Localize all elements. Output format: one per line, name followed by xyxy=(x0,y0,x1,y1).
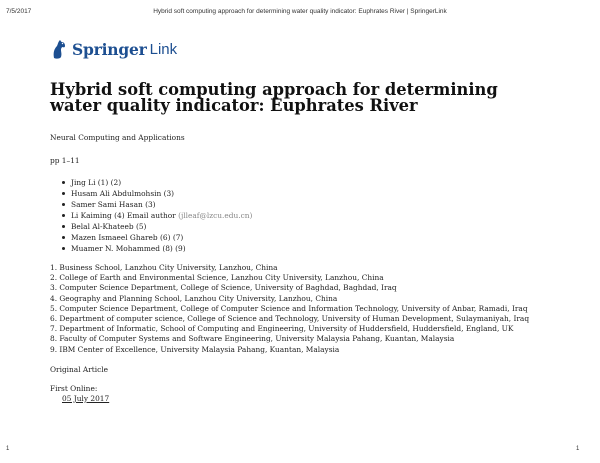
print-page-title: Hybrid soft computing approach for determining water quality indicator: Euphrates River | SpringerLink xyxy=(153,8,447,15)
author-item[interactable]: Samer Sami Hasan (3) xyxy=(62,199,550,210)
affiliation-list xyxy=(50,263,550,355)
author-email-link[interactable]: (jlleaf@lzcu.edu.cn) xyxy=(178,211,253,220)
article-type: Original Article xyxy=(50,364,109,374)
author-item[interactable]: Li Kaiming (4) Email author (jlleaf@lzcu.edu.cn) xyxy=(62,210,550,221)
author-item[interactable]: Husam Ali Abdulmohsin (3) xyxy=(62,188,550,199)
logo-suffix: Link xyxy=(149,40,178,58)
first-online-label: First Online: xyxy=(50,383,98,393)
affiliation-item: 7. Department of Informatic, School of Computing and Engineering, University of Huddersfield, Huddersfield, England, UK xyxy=(50,324,514,334)
author-item[interactable]: Mazen Ismaeel Ghareb (6) (7) xyxy=(62,232,550,243)
author-item[interactable]: Jing Li (1) (2) xyxy=(62,177,550,188)
article-content xyxy=(50,82,550,404)
affiliation-item: 3. Computer Science Department, College of Science, University of Baghdad, Baghdad, Iraq xyxy=(50,283,397,293)
affiliation-item: 9. IBM Center of Excellence, University Malaysia Pahang, Kuantan, Malaysia xyxy=(50,344,340,354)
article-title-line-2: water quality indicator: Euphrates River xyxy=(50,96,418,115)
page-number-left: 1 xyxy=(6,446,10,452)
affiliation-item: 4. Geography and Planning School, Lanzhou City University, Lanzhou, China xyxy=(50,293,338,303)
page-number-right: 1 xyxy=(576,446,580,452)
logo-brand: Springer xyxy=(72,39,147,59)
author-list xyxy=(50,177,550,254)
print-header xyxy=(0,8,600,20)
affiliation-item: 1. Business School, Lanzhou City University, Lanzhou, China xyxy=(50,263,278,272)
affiliation-item: 2. College of Earth and Environmental Science, Lanzhou City University, Lanzhou, China xyxy=(50,273,384,283)
springerlink-logo[interactable] xyxy=(50,38,177,60)
author-item[interactable]: Belal Al-Khateeb (5) xyxy=(62,221,550,232)
article-title-line-1: Hybrid soft computing approach for determining xyxy=(50,80,498,99)
affiliation-item: 5. Computer Science Department, College of Computer Science and Information Technology, University of Anbar, Ramadi, Iraq xyxy=(50,303,528,313)
first-online-date: 05 July 2017 xyxy=(62,393,110,403)
author-item[interactable]: Muamer N. Mohammed (8) (9) xyxy=(62,243,550,254)
affiliation-item: 8. Faculty of Computer Systems and Software Engineering, University Malaysia Pahang, Kuantan, Malaysia xyxy=(50,334,455,344)
print-date: 7/5/2017 xyxy=(6,8,32,15)
page-range: pp 1–11 xyxy=(50,156,80,165)
article-title xyxy=(50,82,550,114)
springer-horse-icon xyxy=(50,38,68,60)
affiliation-item: 6. Department of computer science, College of Science and Technology, University of Human Development, Sulaymaniyah, Iraq xyxy=(50,314,530,324)
journal-name[interactable]: Neural Computing and Applications xyxy=(50,133,185,142)
